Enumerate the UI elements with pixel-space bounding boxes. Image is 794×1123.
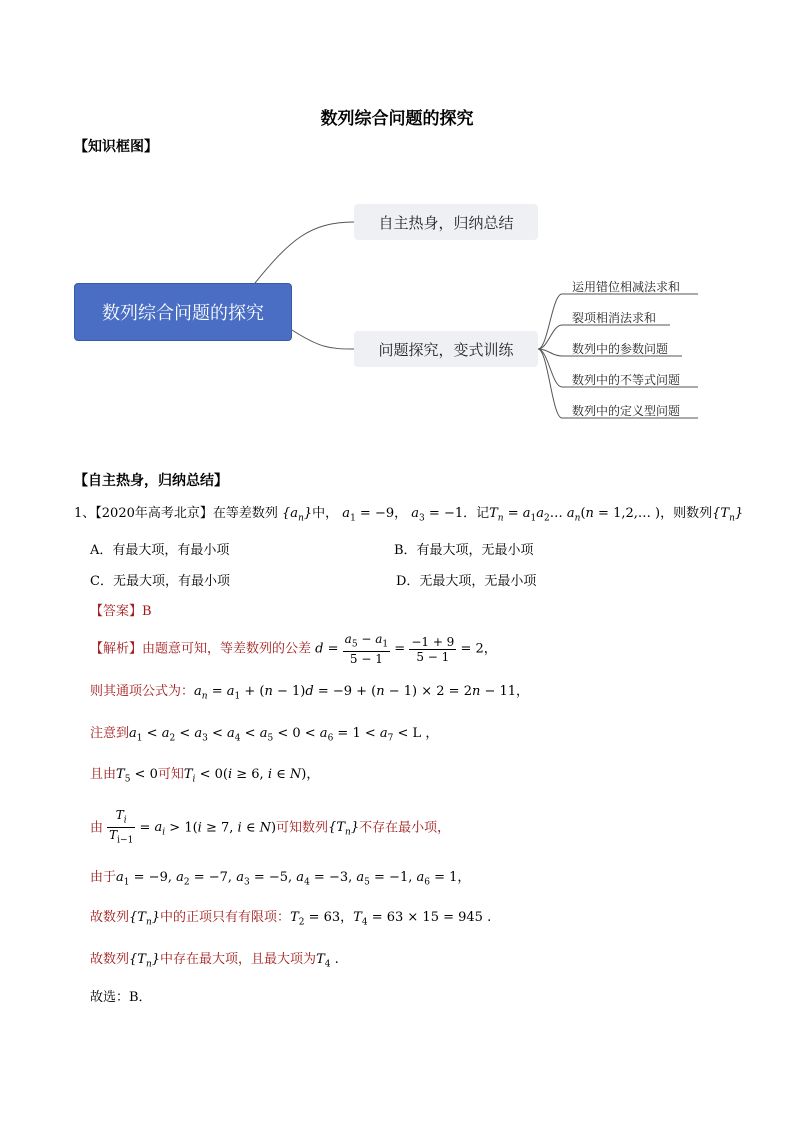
analysis-label: 【解析】	[90, 641, 143, 657]
mindmap-leaf: 数列中的定义型问题	[572, 404, 681, 418]
option-d: D．无最大项，无最小项	[396, 574, 537, 589]
page-title: 数列综合问题的探究	[320, 109, 474, 129]
option-b: B．有最大项，无最小项	[394, 543, 534, 558]
mindmap-leaf: 数列中的不等式问题	[572, 373, 681, 387]
question-number: 1、	[74, 506, 96, 521]
analysis-line-2: 则其通项公式为：$a_n = a_1 + (n - 1)d = -9 + (n - 1) \times 2 = 2n - 11$，	[90, 684, 530, 702]
analysis-line-3: 注意到$a_1 < a_2 < a_3 < a_4 < a_5 < 0 < a_6 = 1 < a_7 < L$ ，	[90, 726, 439, 744]
analysis-line-1: 【解析】由题意可知，等差数列的公差 d = $\frac{a_5 - a_1}{5 - 1}$ = $\frac{-1 + 9}{5 - 1}$ = 2，	[90, 632, 497, 667]
mindmap-branch-warmup: 自主热身，归纳总结	[354, 204, 538, 240]
analysis-line-6: 由于$a_1 = -9$, $a_2 = -7$, $a_3 = -5$, $a_4 = -3$, $a_5 = -1$, $a_6 = 1$，	[90, 870, 471, 888]
answer-value: B	[142, 604, 152, 619]
analysis-line-8: 故数列$\{T_n\}$中存在最大项，且最大项为$T_4$ .	[90, 952, 339, 970]
analysis-line-5: 由 $\frac{T_i}{T_{i-1}}$ = $a_i > 1(i \ge 7$, i ∈ N)可知数列$\{T_n\}$不存在最小项，	[90, 808, 451, 846]
framework-heading: 【知识框图】	[74, 139, 158, 155]
answer-line	[90, 600, 152, 619]
section-heading: 【自主热身，归纳总结】	[74, 473, 228, 489]
mindmap-leaf: 运用错位相减法求和	[572, 280, 681, 294]
question-stem: 1、【2020年高考北京】在等差数列 $\{a_n\}$中， $a_1 = -9$， $a_3 = -1$．记$T_n$ = $a_1a_2\dots$ $a_n(n$ = 1,2,… )，则数列$\{T_n\}$	[74, 506, 744, 524]
option-a: A．有最大项，有最小项	[90, 543, 230, 558]
analysis-line-4: 且由$T_5 < 0$可知$T_i < 0(i \ge 6$, i ∈ N)，	[90, 767, 320, 785]
mindmap-branch-explore: 问题探究，变式训练	[354, 331, 538, 367]
option-c: C．无最大项，有最小项	[90, 574, 230, 589]
mindmap-leaf: 裂项相消法求和	[572, 311, 657, 325]
analysis-line-7: 故数列$\{T_n\}$中的正项只有有限项：$T_2 = 63$，$T_4 = 63 \times 15 = 945$ .	[90, 910, 492, 928]
answer-label: 【答案】	[90, 604, 143, 619]
mindmap-leaf: 数列中的参数问题	[572, 342, 669, 356]
analysis-line-9: 故选：B．	[90, 990, 152, 1005]
mindmap-root: 数列综合问题的探究	[74, 283, 292, 341]
question-source: 【2020年高考北京】	[95, 506, 213, 521]
